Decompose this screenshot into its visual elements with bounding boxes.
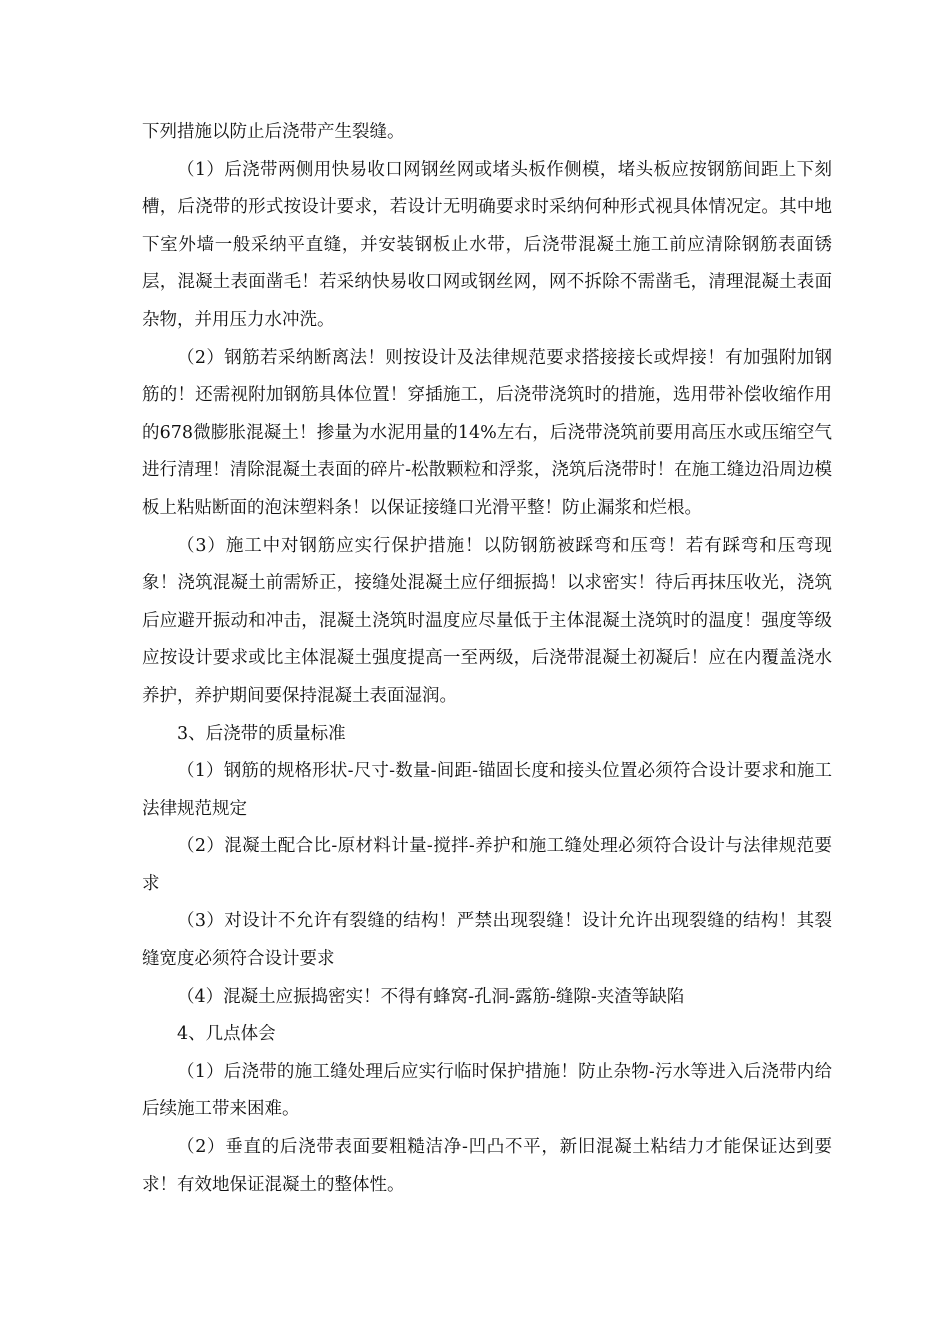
section-heading: 3、后浇带的质量标准: [177, 723, 346, 744]
paragraph: （2）钢筋若采纳断离法！则按设计及法律规范要求搭接接长或焊接！有加强附加钢筋的！还需视附加钢筋具体位置！穿插施工，后浇带浇筑时的措施，选用带补偿收缩作用的678微膨胀混凝土！掺量为水泥用量的14%左右，后浇带浇筑前要用高压水或压缩空气进行清理！清除混凝土表面的碎片-松散颗粒和浮浆，浇筑后浇带时！在施工缝边沿周边模板上粘贴断面的泡沫塑料条！以保证接缝口光滑平整！防止漏浆和烂根。: [142, 347, 832, 518]
paragraph: （1）后浇带的施工缝处理后应实行临时保护措施！防止杂物-污水等进入后浇带内给后续施工带来困难。: [142, 1061, 832, 1120]
paragraph: （3）对设计不允许有裂缝的结构！严禁出现裂缝！设计允许出现裂缝的结构！其裂缝宽度必须符合设计要求: [142, 911, 832, 970]
paragraph: （1）后浇带两侧用快易收口网钢丝网或堵头板作侧模，堵头板应按钢筋间距上下刻槽，后浇带的形式按设计要求，若设计无明确要求时采纳何种形式视具体情况定。其中地下室外墙一般采纳平直缝，并安装钢板止水带，后浇带混凝土施工前应清除钢筋表面锈层，混凝土表面凿毛！若采纳快易收口网或钢丝网，网不拆除不需凿毛，清理混凝土表面杂物，并用压力水冲洗。: [142, 159, 832, 330]
paragraph: （2）混凝土配合比-原材料计量-搅拌-养护和施工缝处理必须符合设计与法律规范要求: [142, 836, 832, 894]
paragraph: 下列措施以防止后浇带产生裂缝。: [142, 122, 405, 142]
paragraph: （4）混凝土应振捣密实！不得有蜂窝-孔洞-露筋-缝隙-夹渣等缺陷: [177, 986, 685, 1007]
paragraph: （2）垂直的后浇带表面要粗糙洁净-凹凸不平，新旧混凝土粘结力才能保证达到要求！有效地保证混凝土的整体性。: [142, 1137, 832, 1195]
section-heading: 4、几点体会: [177, 1024, 276, 1045]
paragraph: （3）施工中对钢筋应实行保护措施！以防钢筋被踩弯和压弯！若有踩弯和压弯现象！浇筑混凝土前需矫正，接缝处混凝土应仔细振捣！以求密实！待后再抹压收光，浇筑后应避开振动和冲击，混凝土浇筑时温度应尽量低于主体混凝土浇筑时的温度！强度等级应按设计要求或比主体混凝土强度提高一至两级，后浇带混凝土初凝后！应在内覆盖浇水养护，养护期间要保持混凝土表面湿润。: [142, 535, 832, 706]
document-body: [142, 114, 832, 1204]
paragraph: （1）钢筋的规格形状-尺寸-数量-间距-锚固长度和接头位置必须符合设计要求和施工法律规范规定: [142, 761, 832, 819]
